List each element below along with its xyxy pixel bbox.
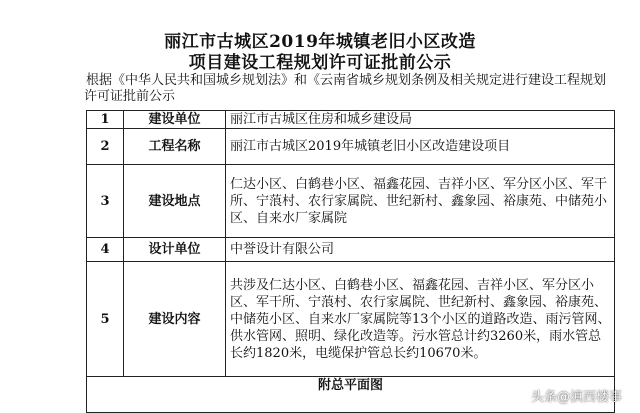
row-number: 5 bbox=[87, 262, 124, 377]
row-number: 1 bbox=[87, 111, 124, 129]
table-row bbox=[87, 111, 615, 129]
watermark-text: 头条@滇西楼事 bbox=[530, 390, 622, 405]
row-number: 4 bbox=[87, 238, 124, 262]
table-row bbox=[87, 262, 615, 377]
intro-line-2: 许可证批前公示 bbox=[84, 89, 176, 104]
row-number: 2 bbox=[87, 129, 124, 165]
intro-paragraph bbox=[86, 73, 616, 105]
table-row bbox=[87, 129, 615, 165]
row-value: 仁达小区、白鹤巷小区、福鑫花园、吉祥小区、军分区小区、军干所、宁蒗村、农行家属院、世纪新村、鑫象园、裕康苑、中储苑小区、自来水厂家属院 bbox=[226, 165, 615, 238]
row-number: 3 bbox=[87, 165, 124, 238]
document-title-line-2: 项目建设工程规划许可证批前公示 bbox=[188, 53, 452, 73]
intro-line-1: 根据《中华人民共和国城乡规划法》和《云南省城乡规划条例及相关规定进行建设工程规划 bbox=[86, 73, 607, 88]
site-plan-label: 附总平面图 bbox=[87, 377, 615, 413]
table-row bbox=[87, 165, 615, 238]
document-title-line-1: 丽江市古城区2019年城镇老旧小区改造 bbox=[164, 32, 476, 52]
row-value: 中誉设计有限公司 bbox=[226, 238, 615, 262]
row-label: 工程名称 bbox=[124, 129, 226, 165]
row-label: 建设地点 bbox=[124, 165, 226, 238]
row-label: 设计单位 bbox=[124, 238, 226, 262]
row-label: 建设内容 bbox=[124, 262, 226, 377]
watermark bbox=[513, 386, 622, 405]
toutiao-logo-icon bbox=[513, 389, 527, 403]
project-info-table bbox=[86, 110, 615, 413]
table-row bbox=[87, 238, 615, 262]
row-value: 丽江市古城区2019年城镇老旧小区改造建设项目 bbox=[226, 129, 615, 165]
row-value: 丽江市古城区住房和城乡建设局 bbox=[226, 111, 615, 129]
row-label: 建设单位 bbox=[124, 111, 226, 129]
row-value: 共涉及仁达小区、白鹤巷小区、福鑫花园、吉祥小区、军分区小区、军干所、宁蒗村、农行家属院、世纪新村、鑫象园、裕康苑、中储苑小区、自来水厂家属院等13个小区的道路改造、雨污管网、供水管网、照明、绿化改造等。污水管总计约3260米，雨水管总长约1820米，电缆保护管总长约10670米。 bbox=[226, 262, 615, 377]
